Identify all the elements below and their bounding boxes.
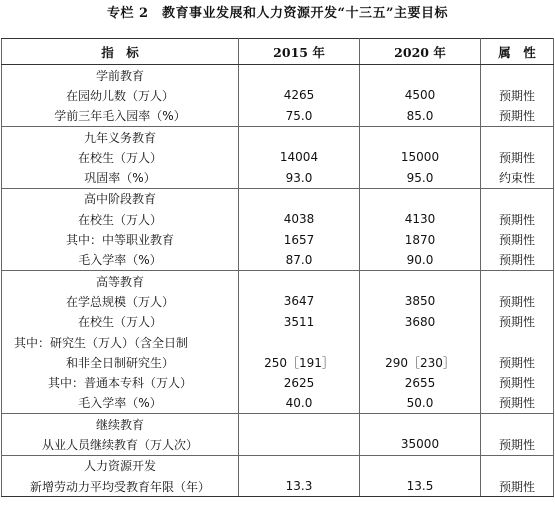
value-2020-cell — [360, 414, 481, 435]
value-2015-cell — [239, 332, 360, 352]
table-row — [2, 85, 554, 105]
value-2015-cell: 250［191］ — [239, 352, 360, 372]
attribute-cell: 预期性 — [481, 352, 554, 372]
attribute-cell: 预期性 — [481, 85, 554, 105]
value-2015-cell: 2625 — [239, 372, 360, 392]
attribute-cell: 预期性 — [481, 372, 554, 392]
value-2015-cell: 4265 — [239, 85, 360, 105]
education-targets-table — [1, 38, 554, 497]
value-2020-cell — [360, 455, 481, 476]
indicator-cell: 在学总规模（万人） — [2, 291, 239, 311]
value-2020-cell — [360, 126, 481, 147]
indicator-cell: 高中阶段教育 — [2, 188, 239, 209]
attribute-cell: 预期性 — [481, 147, 554, 167]
value-2015-cell: 93.0 — [239, 167, 360, 188]
value-2015-cell: 75.0 — [239, 106, 360, 127]
value-2020-cell: 4500 — [360, 85, 481, 105]
value-2020-cell: 13.5 — [360, 476, 481, 497]
table-row — [2, 65, 554, 86]
value-2015-cell: 87.0 — [239, 250, 360, 271]
indicator-cell: 学前教育 — [2, 65, 239, 86]
value-2020-cell — [360, 270, 481, 291]
value-2020-cell — [360, 332, 481, 352]
table-row — [2, 455, 554, 476]
attribute-cell: 预期性 — [481, 106, 554, 127]
indicator-cell: 在校生（万人） — [2, 209, 239, 229]
indicator-cell: 学前三年毛入园率（%） — [2, 106, 239, 127]
table-row — [2, 393, 554, 414]
value-2015-cell — [239, 65, 360, 86]
attribute-cell: 预期性 — [481, 476, 554, 497]
header-attribute: 属 性 — [481, 39, 554, 65]
value-2015-cell — [239, 188, 360, 209]
header-2020: 2020 年 — [360, 39, 481, 65]
indicator-cell: 和非全日制研究生） — [2, 352, 239, 372]
indicator-cell: 人力资源开发 — [2, 455, 239, 476]
table-row — [2, 147, 554, 167]
value-2020-cell: 1870 — [360, 229, 481, 249]
header-indicator: 指 标 — [2, 39, 239, 65]
value-2020-cell: 85.0 — [360, 106, 481, 127]
table-row — [2, 332, 554, 352]
indicator-cell: 毛入学率（%） — [2, 250, 239, 271]
attribute-cell — [481, 65, 554, 86]
table-row — [2, 167, 554, 188]
value-2015-cell: 3647 — [239, 291, 360, 311]
table-row — [2, 250, 554, 271]
indicator-cell: 其中：中等职业教育 — [2, 229, 239, 249]
attribute-cell — [481, 332, 554, 352]
indicator-cell: 在校生（万人） — [2, 312, 239, 332]
value-2020-cell: 15000 — [360, 147, 481, 167]
value-2020-cell: 290［230］ — [360, 352, 481, 372]
attribute-cell: 预期性 — [481, 393, 554, 414]
value-2015-cell — [239, 434, 360, 455]
table-row — [2, 229, 554, 249]
attribute-cell — [481, 126, 554, 147]
value-2015-cell: 14004 — [239, 147, 360, 167]
table-row — [2, 352, 554, 372]
table-body — [2, 65, 554, 497]
value-2015-cell — [239, 270, 360, 291]
value-2020-cell: 3680 — [360, 312, 481, 332]
value-2020-cell: 90.0 — [360, 250, 481, 271]
value-2020-cell: 50.0 — [360, 393, 481, 414]
attribute-cell: 预期性 — [481, 312, 554, 332]
attribute-cell: 预期性 — [481, 250, 554, 271]
table-row — [2, 372, 554, 392]
indicator-cell: 高等教育 — [2, 270, 239, 291]
value-2015-cell: 1657 — [239, 229, 360, 249]
indicator-cell: 其中：研究生（万人）（含全日制 — [2, 332, 239, 352]
indicator-cell: 九年义务教育 — [2, 126, 239, 147]
table-row — [2, 106, 554, 127]
document-title: 专栏 2 教育事业发展和人力资源开发“十三五”主要目标 — [106, 6, 449, 21]
value-2020-cell: 4130 — [360, 209, 481, 229]
value-2015-cell: 13.3 — [239, 476, 360, 497]
value-2015-cell: 3511 — [239, 312, 360, 332]
value-2020-cell: 95.0 — [360, 167, 481, 188]
table-row — [2, 414, 554, 435]
attribute-cell — [481, 455, 554, 476]
value-2015-cell — [239, 414, 360, 435]
attribute-cell — [481, 270, 554, 291]
value-2020-cell: 35000 — [360, 434, 481, 455]
indicator-cell: 在园幼儿数（万人） — [2, 85, 239, 105]
value-2015-cell: 40.0 — [239, 393, 360, 414]
attribute-cell: 预期性 — [481, 209, 554, 229]
header-2015: 2015 年 — [239, 39, 360, 65]
value-2020-cell: 2655 — [360, 372, 481, 392]
indicator-cell: 从业人员继续教育（万人次） — [2, 434, 239, 455]
indicator-cell: 其中：普通本专科（万人） — [2, 372, 239, 392]
table-row — [2, 270, 554, 291]
attribute-cell: 预期性 — [481, 291, 554, 311]
value-2020-cell — [360, 188, 481, 209]
value-2020-cell: 3850 — [360, 291, 481, 311]
table-row — [2, 476, 554, 497]
attribute-cell — [481, 188, 554, 209]
table-row — [2, 209, 554, 229]
attribute-cell — [481, 414, 554, 435]
attribute-cell: 约束性 — [481, 167, 554, 188]
value-2015-cell — [239, 455, 360, 476]
indicator-cell: 继续教育 — [2, 414, 239, 435]
table-row — [2, 434, 554, 455]
table-row — [2, 312, 554, 332]
indicator-cell: 巩固率（%） — [2, 167, 239, 188]
table-row — [2, 291, 554, 311]
table-row — [2, 188, 554, 209]
indicator-cell: 毛入学率（%） — [2, 393, 239, 414]
indicator-cell: 新增劳动力平均受教育年限（年） — [2, 476, 239, 497]
indicator-cell: 在校生（万人） — [2, 147, 239, 167]
table-header-row — [2, 39, 554, 65]
value-2015-cell: 4038 — [239, 209, 360, 229]
attribute-cell: 预期性 — [481, 229, 554, 249]
value-2015-cell — [239, 126, 360, 147]
value-2020-cell — [360, 65, 481, 86]
attribute-cell: 预期性 — [481, 434, 554, 455]
table-row — [2, 126, 554, 147]
